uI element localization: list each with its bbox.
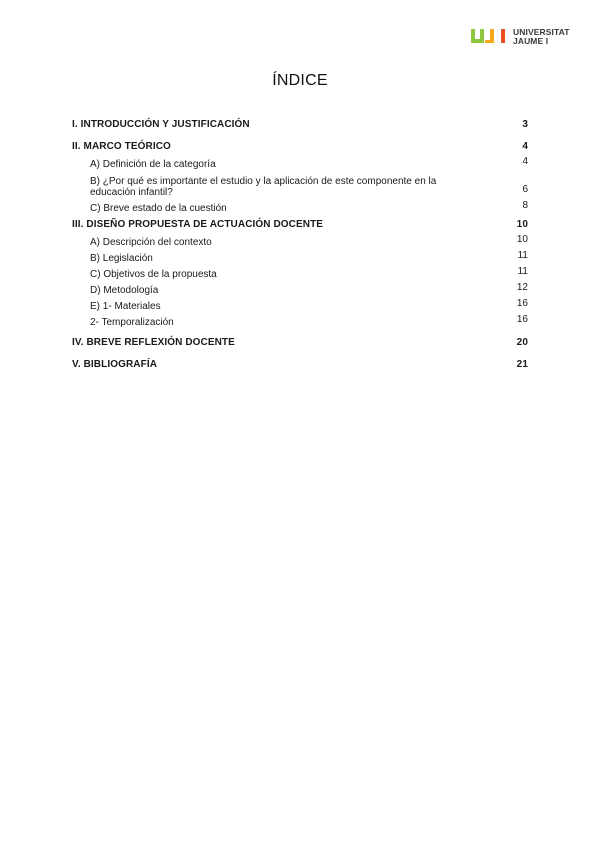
toc-entry-text: II. MARCO TEÓRICO [72, 141, 171, 152]
toc-entry-text: A) Definición de la categoría [90, 159, 216, 170]
toc-entry-text: I. INTRODUCCIÓN Y JUSTIFICACIÓN [72, 119, 250, 130]
toc-entry-diseno-e2[interactable] [72, 312, 528, 328]
toc-entry-diseno-e[interactable] [72, 296, 528, 312]
toc-entry-marco-a[interactable] [72, 154, 528, 170]
toc-entry-page: 8 [522, 200, 528, 211]
toc-entry-page: 16 [516, 314, 528, 325]
toc-entry-page: 16 [516, 298, 528, 309]
toc-entry-biblio[interactable] [72, 357, 528, 372]
toc-entry-text: D) Metodología [90, 285, 159, 296]
toc-entry-text: A) Descripción del contexto [90, 237, 212, 248]
toc-entry-reflexion[interactable] [72, 335, 528, 350]
toc-entry-intro[interactable] [72, 117, 528, 132]
toc-entry-page: 11 [517, 266, 528, 277]
toc-entry-text: B) ¿Por qué es importante el estudio y la aplicación de este componente en la educación infantil? [90, 176, 437, 198]
toc-entry-text: E) 1- Materiales [90, 301, 161, 312]
toc-entry-page: 6 [522, 184, 528, 195]
toc-entry-text: V. BIBLIOGRAFÍA [72, 359, 158, 370]
toc-entry-page: 4 [522, 141, 528, 152]
toc-entry-page: 21 [516, 359, 528, 370]
toc-entry-text: C) Breve estado de la cuestión [90, 203, 227, 214]
logo-wordmark [513, 28, 570, 46]
toc-entry-page: 10 [516, 234, 528, 245]
logo-line-2: JAUME I [513, 36, 549, 46]
toc-entry-diseno-a[interactable] [72, 232, 528, 248]
toc-entry-text: 2- Temporalización [90, 317, 174, 328]
toc-entry-marco-b[interactable] [72, 170, 528, 198]
toc-entry-page: 3 [522, 119, 528, 130]
toc-entry-text: B) Legislación [90, 253, 153, 264]
toc-entry-text: III. DISEÑO PROPUESTA DE ACTUACIÓN DOCENTE [72, 219, 324, 230]
toc-entry-page: 10 [516, 219, 528, 230]
university-logo [470, 27, 580, 49]
toc-entry-diseno-c[interactable] [72, 264, 528, 280]
toc-entry-diseno[interactable] [72, 217, 528, 232]
toc-entry-page: 12 [516, 282, 528, 293]
toc-entry-page: 20 [516, 337, 528, 348]
toc-entry-page: 11 [517, 250, 528, 261]
table-of-contents [72, 117, 528, 372]
uji-logo-icon [470, 27, 510, 47]
toc-entry-marco[interactable] [72, 139, 528, 154]
toc-entry-diseno-d[interactable] [72, 280, 528, 296]
toc-entry-page: 4 [522, 156, 528, 167]
toc-entry-diseno-b[interactable] [72, 248, 528, 264]
toc-entry-text: IV. BREVE REFLEXIÓN DOCENTE [72, 337, 235, 348]
logo-line-1: UNIVERSITAT [513, 27, 570, 37]
toc-entry-marco-c[interactable] [72, 198, 528, 214]
page-title: ÍNDICE [272, 72, 328, 89]
toc-entry-text: C) Objetivos de la propuesta [90, 269, 217, 280]
